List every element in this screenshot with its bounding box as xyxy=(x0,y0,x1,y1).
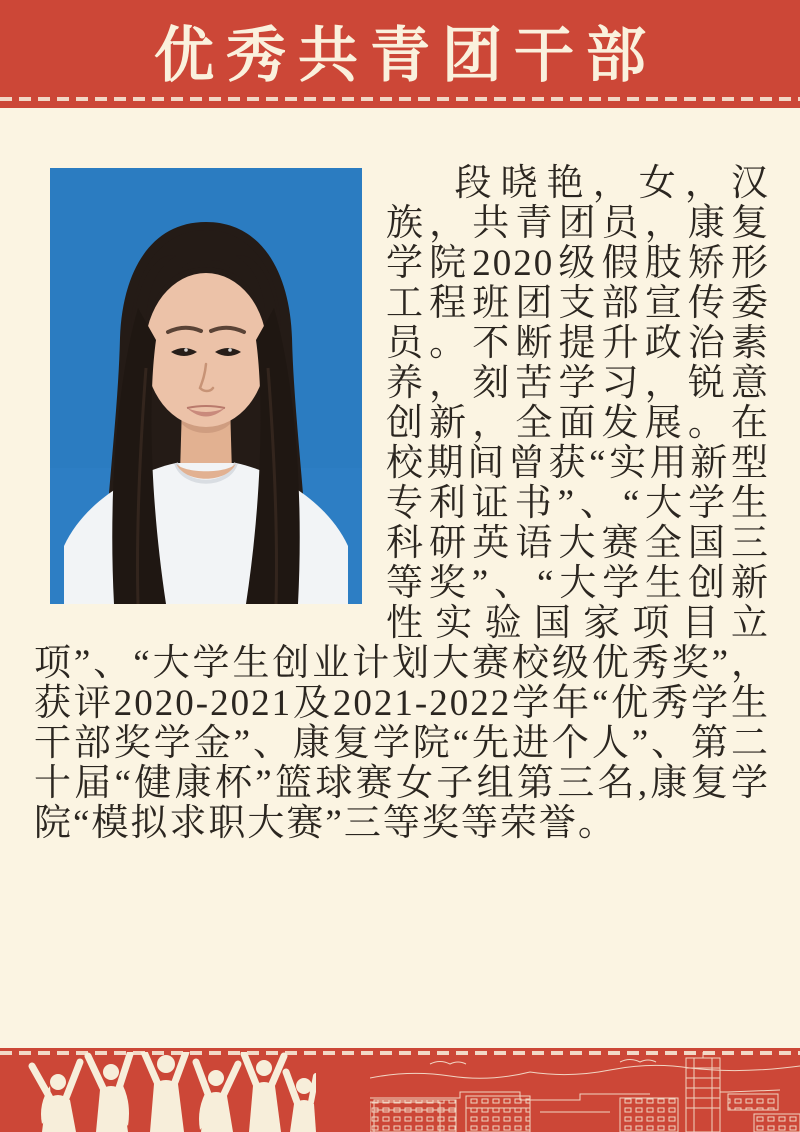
header-dashed-divider xyxy=(0,97,800,101)
portrait-photo xyxy=(50,168,362,604)
portrait-illustration xyxy=(50,168,362,604)
bio-text: 段晓艳，女，汉族，共青团员，康复学院2020级假肢矫形工程班团支部宣传委员。不断提升政治素养，刻苦学习，锐意创新，全面发展。在校期间曾获“实用新型专利证书”、“大学生科研英语大赛全国三等奖”、“大学生创新性实验国家项目立项”、“大学生创业计划大赛校级优秀奖”，获评2020-2021及2021-2022学年“优秀学生干部奖学金”、康复学院“先进个人”、第二十届“健康杯”篮球赛女子组第三名,康复学院“模拟求职大赛”三等奖等荣誉。 xyxy=(34,163,770,844)
campus-buildings-art xyxy=(370,1052,800,1132)
footer-banner xyxy=(0,1048,800,1132)
crowd-silhouette-art xyxy=(16,1052,316,1132)
content-area xyxy=(0,108,800,1048)
page-title: 优秀共青团干部 xyxy=(154,23,658,89)
header-banner xyxy=(0,0,800,108)
